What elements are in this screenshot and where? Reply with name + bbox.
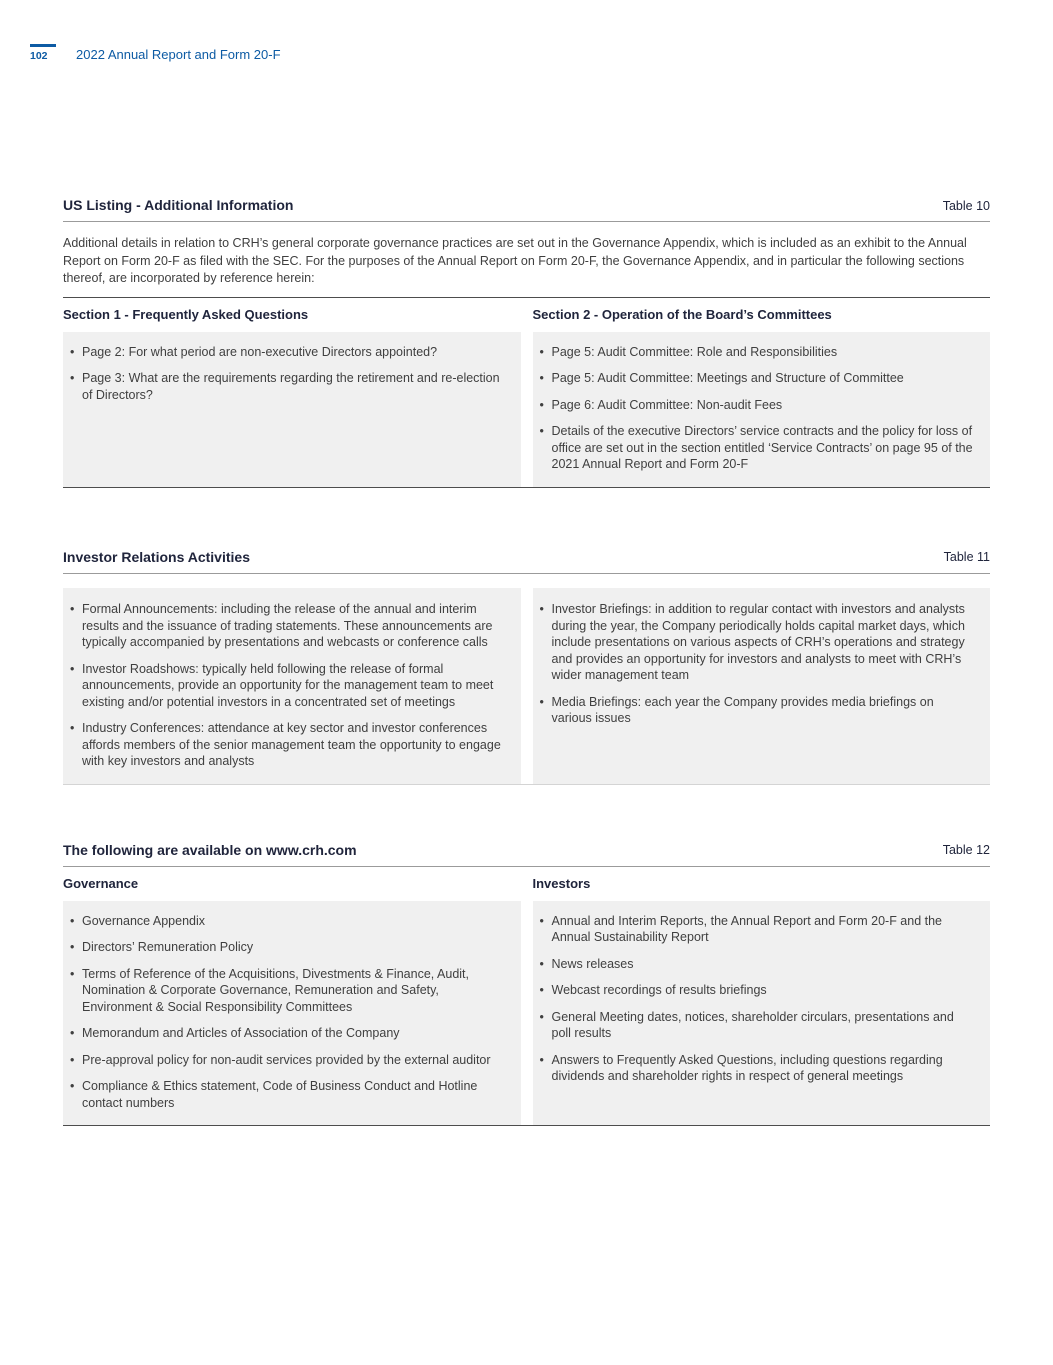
page-header: [30, 44, 281, 62]
table-10: [63, 297, 990, 488]
bullet-item: • Page 5: Audit Committee: Role and Responsibilities: [539, 344, 977, 361]
bullet-item: • Compliance & Ethics statement, Code of Business Conduct and Hotline contact numbers: [69, 1078, 507, 1111]
bullet-item: • Industry Conferences: attendance at key sector and investor conferences affords members of the senior management team the opportunity to engage with key investors and analysts: [69, 720, 507, 770]
column-heading: Section 2 - Operation of the Board’s Committees: [533, 298, 991, 332]
bullet-item: • Annual and Interim Reports, the Annual Report and Form 20-F and the Annual Sustainability Report: [539, 913, 977, 946]
table-11-column-left: [63, 588, 521, 784]
bullet-item: • Pre-approval policy for non-audit services provided by the external auditor: [69, 1052, 507, 1069]
section-heading-row: [63, 198, 990, 222]
table-10-column-committees: [533, 298, 991, 487]
bullet-item: • Details of the executive Directors’ service contracts and the policy for loss of office are set out in the section entitled ‘Service Contracts’ on page 95 of the 2021 Annual Report and Form 20-F: [539, 423, 977, 473]
section-title: The following are available on www.crh.com: [63, 841, 357, 858]
bullet-item: • Page 5: Audit Committee: Meetings and Structure of Committee: [539, 370, 977, 387]
page-number-block: [30, 44, 56, 62]
bullet-item: • Investor Briefings: in addition to regular contact with investors and analysts during the year, the Company periodically holds capital market days, which include presentations on various aspects of CRH’s operations and strategy and provides an opportunity for investors and analysts to meet with CRH’s wider management team: [539, 601, 977, 684]
bullet-list: [63, 332, 521, 487]
table-12-column-governance: [63, 867, 521, 1125]
bullet-list: [533, 588, 991, 784]
page-content: [63, 198, 990, 1126]
bullet-item: • Formal Announcements: including the release of the annual and interim results and the issuance of trading statements. These announcements are typically accompanied by presentations and webcasts or conference calls: [69, 601, 507, 651]
column-heading: Section 1 - Frequently Asked Questions: [63, 298, 521, 332]
column-heading: Investors: [533, 867, 991, 901]
section-heading-row: [63, 843, 990, 867]
section-intro: Additional details in relation to CRH’s general corporate governance practices are set out in the Governance Appendix, which is included as an exhibit to the Annual Report on Form 20-F as filed with the SEC. For the purposes of the Annual Report on Form 20-F, the Governance Appendix, and in particular the following sections thereof, are incorporated by reference herein:: [63, 236, 967, 285]
section-title: US Listing - Additional Information: [63, 197, 294, 213]
bullet-item: • Page 3: What are the requirements regarding the retirement and re-election of Directors?: [69, 370, 507, 403]
bullet-item: • Memorandum and Articles of Association of the Company: [69, 1025, 507, 1042]
bullet-item: • Webcast recordings of results briefings: [539, 982, 977, 999]
section-heading-row: [63, 550, 990, 574]
bullet-item: • Governance Appendix: [69, 913, 507, 930]
section-us-listing: [63, 198, 990, 488]
table-label: Table 11: [943, 550, 990, 565]
table-label: Table 10: [942, 198, 990, 213]
table-11: [63, 588, 990, 785]
bullet-item: • Terms of Reference of the Acquisitions, Divestments & Finance, Audit, Nomination & Corporate Governance, Remuneration and Safety, Environment & Social Responsibility Committees: [69, 966, 507, 1016]
table-12-column-investors: [533, 867, 991, 1125]
bullet-item: • Investor Roadshows: typically held following the release of formal announcements, provide an opportunity for the management team to meet existing and/or potential investors in a concentrated set of meetings: [69, 661, 507, 711]
table-label: Table 12: [942, 843, 990, 858]
bullet-item: • Answers to Frequently Asked Questions, including questions regarding dividends and shareholder rights in respect of general meetings: [539, 1052, 977, 1085]
table-10-column-faq: [63, 298, 521, 487]
section-investor-relations: [63, 550, 990, 785]
table-12: [63, 867, 990, 1126]
bullet-item: • Directors’ Remuneration Policy: [69, 939, 507, 956]
section-available-online: [63, 843, 990, 1126]
column-heading: Governance: [63, 867, 521, 901]
page-number: 102: [30, 50, 48, 62]
bullet-item: • Page 2: For what period are non-executive Directors appointed?: [69, 344, 507, 361]
report-title: 2022 Annual Report and Form 20-F: [76, 46, 281, 62]
bullet-item: • General Meeting dates, notices, shareholder circulars, presentations and poll results: [539, 1009, 977, 1042]
bullet-list: [533, 332, 991, 487]
bullet-list: [533, 901, 991, 1126]
bullet-item: • Media Briefings: each year the Company provides media briefings on various issues: [539, 694, 977, 727]
table-11-column-right: [533, 588, 991, 784]
section-title: Investor Relations Activities: [63, 548, 250, 565]
page-number-rule: [30, 44, 56, 47]
bullet-list: [63, 901, 521, 1126]
bullet-item: • Page 6: Audit Committee: Non-audit Fees: [539, 397, 977, 414]
bullet-list: [63, 588, 521, 784]
bullet-item: • News releases: [539, 956, 977, 973]
